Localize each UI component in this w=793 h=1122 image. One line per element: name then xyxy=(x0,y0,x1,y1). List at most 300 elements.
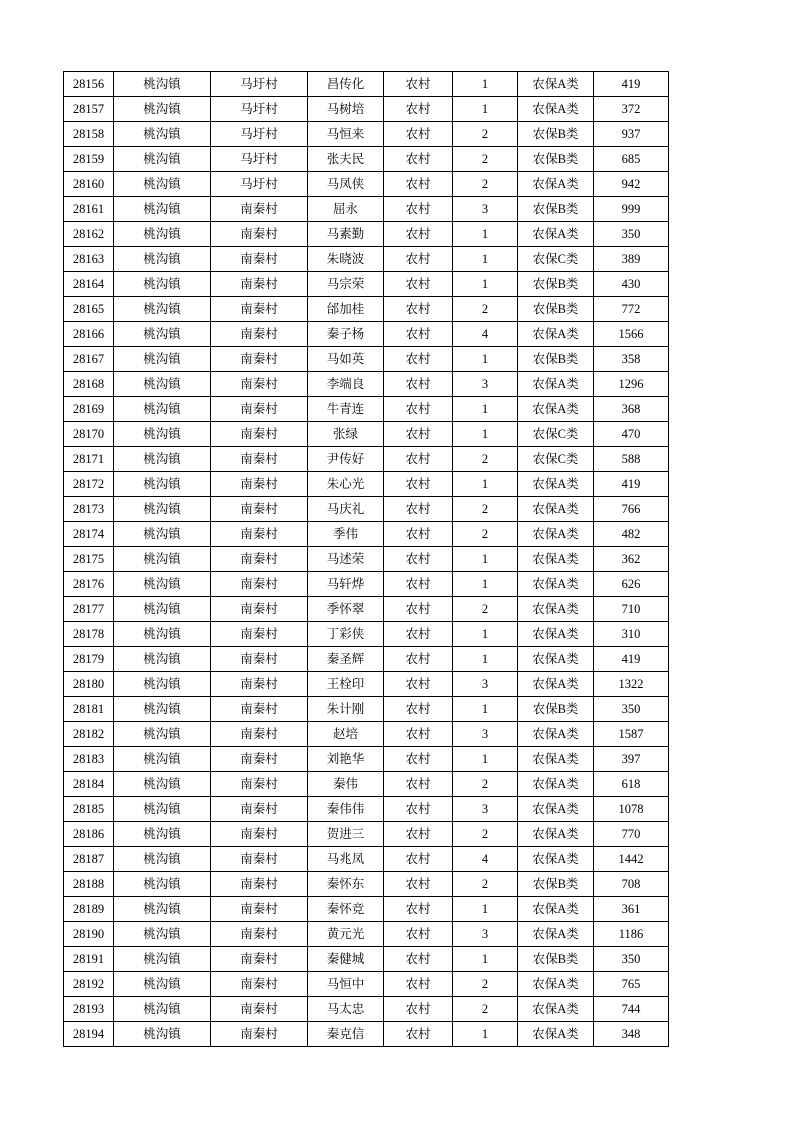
table-cell: 南秦村 xyxy=(211,622,308,647)
table-cell: 桃沟镇 xyxy=(114,197,211,222)
table-cell: 马兆凤 xyxy=(308,847,384,872)
table-cell: 农保A类 xyxy=(518,997,594,1022)
table-cell: 28171 xyxy=(64,447,114,472)
table-cell: 丁彩侠 xyxy=(308,622,384,647)
table-cell: 2 xyxy=(453,972,518,997)
table-cell: 770 xyxy=(594,822,669,847)
table-cell: 28192 xyxy=(64,972,114,997)
table-row xyxy=(64,722,669,747)
table-cell: 南秦村 xyxy=(211,972,308,997)
table-cell: 桃沟镇 xyxy=(114,497,211,522)
table-cell: 农村 xyxy=(384,197,453,222)
table-cell: 358 xyxy=(594,347,669,372)
table-cell: 桃沟镇 xyxy=(114,947,211,972)
table-cell: 937 xyxy=(594,122,669,147)
table-cell: 农村 xyxy=(384,722,453,747)
table-cell: 南秦村 xyxy=(211,522,308,547)
table-row xyxy=(64,797,669,822)
table-cell: 农保A类 xyxy=(518,622,594,647)
table-cell: 朱晓波 xyxy=(308,247,384,272)
table-cell: 秦伟 xyxy=(308,772,384,797)
table-row xyxy=(64,347,669,372)
table-cell: 2 xyxy=(453,122,518,147)
table-cell: 南秦村 xyxy=(211,997,308,1022)
table-row xyxy=(64,622,669,647)
table-cell: 618 xyxy=(594,772,669,797)
table-cell: 1186 xyxy=(594,922,669,947)
table-cell: 28185 xyxy=(64,797,114,822)
table-row xyxy=(64,172,669,197)
table-cell: 农保A类 xyxy=(518,747,594,772)
table-row xyxy=(64,872,669,897)
table-cell: 赵培 xyxy=(308,722,384,747)
table-cell: 农保A类 xyxy=(518,972,594,997)
table-row xyxy=(64,72,669,97)
table-cell: 350 xyxy=(594,222,669,247)
table-cell: 28172 xyxy=(64,472,114,497)
table-cell: 南秦村 xyxy=(211,797,308,822)
table-body xyxy=(64,72,669,1047)
table-row xyxy=(64,772,669,797)
table-cell: 马宗荣 xyxy=(308,272,384,297)
table-cell: 1 xyxy=(453,947,518,972)
table-cell: 刘艳华 xyxy=(308,747,384,772)
table-cell: 310 xyxy=(594,622,669,647)
table-row xyxy=(64,522,669,547)
table-cell: 3 xyxy=(453,922,518,947)
table-row xyxy=(64,822,669,847)
table-cell: 28179 xyxy=(64,647,114,672)
table-cell: 农村 xyxy=(384,672,453,697)
table-cell: 农村 xyxy=(384,97,453,122)
table-cell: 农保B类 xyxy=(518,147,594,172)
table-cell: 马圩村 xyxy=(211,97,308,122)
table-cell: 农保B类 xyxy=(518,297,594,322)
table-cell: 28173 xyxy=(64,497,114,522)
table-row xyxy=(64,97,669,122)
table-cell: 农保A类 xyxy=(518,897,594,922)
table-cell: 942 xyxy=(594,172,669,197)
table-cell: 3 xyxy=(453,372,518,397)
table-cell: 1 xyxy=(453,572,518,597)
table-cell: 桃沟镇 xyxy=(114,1022,211,1047)
table-cell: 农村 xyxy=(384,997,453,1022)
table-cell: 桃沟镇 xyxy=(114,997,211,1022)
table-cell: 农保A类 xyxy=(518,522,594,547)
table-cell: 南秦村 xyxy=(211,272,308,297)
table-cell: 1 xyxy=(453,97,518,122)
beneficiary-table xyxy=(63,71,669,1047)
table-cell: 南秦村 xyxy=(211,697,308,722)
table-cell: 农村 xyxy=(384,772,453,797)
table-cell: 1 xyxy=(453,272,518,297)
table-cell: 南秦村 xyxy=(211,872,308,897)
table-cell: 邰加桂 xyxy=(308,297,384,322)
table-cell: 桃沟镇 xyxy=(114,122,211,147)
table-row xyxy=(64,397,669,422)
table-cell: 桃沟镇 xyxy=(114,422,211,447)
table-cell: 秦伟伟 xyxy=(308,797,384,822)
table-cell: 28164 xyxy=(64,272,114,297)
table-cell: 桃沟镇 xyxy=(114,347,211,372)
table-cell: 397 xyxy=(594,747,669,772)
table-cell: 685 xyxy=(594,147,669,172)
table-cell: 3 xyxy=(453,197,518,222)
table-cell: 2 xyxy=(453,447,518,472)
table-cell: 2 xyxy=(453,297,518,322)
table-cell: 农保B类 xyxy=(518,872,594,897)
table-cell: 农保A类 xyxy=(518,72,594,97)
table-cell: 419 xyxy=(594,647,669,672)
table-cell: 农村 xyxy=(384,172,453,197)
table-cell: 农村 xyxy=(384,472,453,497)
table-cell: 农保A类 xyxy=(518,922,594,947)
table-cell: 744 xyxy=(594,997,669,1022)
table-cell: 农村 xyxy=(384,122,453,147)
table-cell: 农村 xyxy=(384,572,453,597)
table-cell: 桃沟镇 xyxy=(114,522,211,547)
table-cell: 农村 xyxy=(384,272,453,297)
table-row xyxy=(64,672,669,697)
table-row xyxy=(64,422,669,447)
table-cell: 1 xyxy=(453,547,518,572)
table-cell: 772 xyxy=(594,297,669,322)
table-cell: 桃沟镇 xyxy=(114,822,211,847)
table-cell: 626 xyxy=(594,572,669,597)
table-cell: 农村 xyxy=(384,522,453,547)
table-cell: 农保B类 xyxy=(518,197,594,222)
table-cell: 秦怀竞 xyxy=(308,897,384,922)
table-cell: 710 xyxy=(594,597,669,622)
table-cell: 李端良 xyxy=(308,372,384,397)
table-cell: 农保A类 xyxy=(518,497,594,522)
table-cell: 28193 xyxy=(64,997,114,1022)
table-cell: 桃沟镇 xyxy=(114,222,211,247)
table-row xyxy=(64,372,669,397)
table-cell: 南秦村 xyxy=(211,497,308,522)
table-cell: 桃沟镇 xyxy=(114,72,211,97)
table-cell: 农村 xyxy=(384,497,453,522)
table-cell: 季伟 xyxy=(308,522,384,547)
table-cell: 766 xyxy=(594,497,669,522)
table-cell: 秦健城 xyxy=(308,947,384,972)
table-cell: 350 xyxy=(594,697,669,722)
table-cell: 419 xyxy=(594,72,669,97)
table-cell: 1078 xyxy=(594,797,669,822)
table-cell: 1 xyxy=(453,422,518,447)
table-cell: 2 xyxy=(453,497,518,522)
table-cell: 588 xyxy=(594,447,669,472)
table-cell: 桃沟镇 xyxy=(114,272,211,297)
table-cell: 马树培 xyxy=(308,97,384,122)
table-cell: 桃沟镇 xyxy=(114,472,211,497)
table-cell: 1 xyxy=(453,897,518,922)
table-cell: 28176 xyxy=(64,572,114,597)
table-cell: 马庆礼 xyxy=(308,497,384,522)
table-cell: 南秦村 xyxy=(211,897,308,922)
table-cell: 28158 xyxy=(64,122,114,147)
table-cell: 桃沟镇 xyxy=(114,797,211,822)
table-cell: 农保A类 xyxy=(518,847,594,872)
table-cell: 桃沟镇 xyxy=(114,747,211,772)
table-cell: 农保C类 xyxy=(518,247,594,272)
table-cell: 1296 xyxy=(594,372,669,397)
table-cell: 28162 xyxy=(64,222,114,247)
table-cell: 马述荣 xyxy=(308,547,384,572)
table-row xyxy=(64,497,669,522)
table-cell: 470 xyxy=(594,422,669,447)
table-cell: 马凤侠 xyxy=(308,172,384,197)
table-cell: 农村 xyxy=(384,947,453,972)
table-cell: 南秦村 xyxy=(211,422,308,447)
table-cell: 秦圣辉 xyxy=(308,647,384,672)
table-cell: 马素勤 xyxy=(308,222,384,247)
table-cell: 农保B类 xyxy=(518,272,594,297)
table-cell: 农保A类 xyxy=(518,222,594,247)
table-row xyxy=(64,997,669,1022)
table-cell: 南秦村 xyxy=(211,247,308,272)
table-cell: 南秦村 xyxy=(211,672,308,697)
table-cell: 1442 xyxy=(594,847,669,872)
table-cell: 430 xyxy=(594,272,669,297)
table-cell: 南秦村 xyxy=(211,947,308,972)
table-cell: 28167 xyxy=(64,347,114,372)
table-cell: 秦克信 xyxy=(308,1022,384,1047)
table-cell: 348 xyxy=(594,1022,669,1047)
table-cell: 1 xyxy=(453,222,518,247)
table-cell: 桃沟镇 xyxy=(114,372,211,397)
table-cell: 28194 xyxy=(64,1022,114,1047)
table-cell: 农村 xyxy=(384,322,453,347)
table-cell: 28189 xyxy=(64,897,114,922)
table-cell: 2 xyxy=(453,772,518,797)
table-cell: 368 xyxy=(594,397,669,422)
table-cell: 南秦村 xyxy=(211,397,308,422)
table-row xyxy=(64,1022,669,1047)
table-cell: 1 xyxy=(453,247,518,272)
table-row xyxy=(64,597,669,622)
table-cell: 2 xyxy=(453,172,518,197)
table-cell: 桃沟镇 xyxy=(114,647,211,672)
table-cell: 农村 xyxy=(384,872,453,897)
table-row xyxy=(64,572,669,597)
table-cell: 桃沟镇 xyxy=(114,247,211,272)
table-cell: 桃沟镇 xyxy=(114,397,211,422)
table-cell: 桃沟镇 xyxy=(114,672,211,697)
table-cell: 南秦村 xyxy=(211,297,308,322)
table-cell: 农村 xyxy=(384,647,453,672)
table-cell: 南秦村 xyxy=(211,922,308,947)
table-cell: 昌传化 xyxy=(308,72,384,97)
table-cell: 秦子杨 xyxy=(308,322,384,347)
table-cell: 28168 xyxy=(64,372,114,397)
table-cell: 389 xyxy=(594,247,669,272)
table-cell: 农村 xyxy=(384,247,453,272)
table-row xyxy=(64,322,669,347)
table-row xyxy=(64,947,669,972)
table-row xyxy=(64,122,669,147)
table-cell: 3 xyxy=(453,722,518,747)
table-cell: 农村 xyxy=(384,297,453,322)
table-cell: 3 xyxy=(453,797,518,822)
table-cell: 3 xyxy=(453,672,518,697)
table-cell: 南秦村 xyxy=(211,597,308,622)
table-cell: 1 xyxy=(453,622,518,647)
table-cell: 28157 xyxy=(64,97,114,122)
table-cell: 362 xyxy=(594,547,669,572)
table-cell: 708 xyxy=(594,872,669,897)
table-cell: 桃沟镇 xyxy=(114,447,211,472)
table-cell: 农保C类 xyxy=(518,422,594,447)
table-cell: 28180 xyxy=(64,672,114,697)
table-cell: 1587 xyxy=(594,722,669,747)
table-cell: 南秦村 xyxy=(211,722,308,747)
table-row xyxy=(64,472,669,497)
table-cell: 农保A类 xyxy=(518,1022,594,1047)
table-cell: 28159 xyxy=(64,147,114,172)
table-cell: 南秦村 xyxy=(211,1022,308,1047)
table-cell: 28184 xyxy=(64,772,114,797)
table-cell: 南秦村 xyxy=(211,322,308,347)
table-cell: 2 xyxy=(453,822,518,847)
table-cell: 农村 xyxy=(384,372,453,397)
table-cell: 4 xyxy=(453,322,518,347)
table-cell: 南秦村 xyxy=(211,547,308,572)
table-cell: 农村 xyxy=(384,697,453,722)
table-cell: 农村 xyxy=(384,847,453,872)
table-cell: 桃沟镇 xyxy=(114,147,211,172)
table-cell: 1 xyxy=(453,647,518,672)
table-cell: 马圩村 xyxy=(211,122,308,147)
table-cell: 屈永 xyxy=(308,197,384,222)
table-cell: 农保A类 xyxy=(518,597,594,622)
table-row xyxy=(64,297,669,322)
table-cell: 农保A类 xyxy=(518,172,594,197)
table-row xyxy=(64,747,669,772)
table-cell: 农村 xyxy=(384,447,453,472)
table-cell: 农村 xyxy=(384,1022,453,1047)
table-cell: 农保B类 xyxy=(518,122,594,147)
table-cell: 1 xyxy=(453,397,518,422)
table-cell: 28174 xyxy=(64,522,114,547)
table-cell: 4 xyxy=(453,847,518,872)
table-cell: 桃沟镇 xyxy=(114,297,211,322)
table-cell: 农保A类 xyxy=(518,647,594,672)
table-cell: 农村 xyxy=(384,747,453,772)
table-cell: 28187 xyxy=(64,847,114,872)
table-cell: 桃沟镇 xyxy=(114,97,211,122)
table-cell: 牛青连 xyxy=(308,397,384,422)
table-cell: 张夫民 xyxy=(308,147,384,172)
table-cell: 桃沟镇 xyxy=(114,772,211,797)
table-cell: 28181 xyxy=(64,697,114,722)
table-cell: 农村 xyxy=(384,72,453,97)
table-row xyxy=(64,272,669,297)
table-cell: 桃沟镇 xyxy=(114,972,211,997)
table-cell: 农村 xyxy=(384,347,453,372)
table-cell: 765 xyxy=(594,972,669,997)
table-cell: 农村 xyxy=(384,397,453,422)
table-cell: 28169 xyxy=(64,397,114,422)
table-cell: 农村 xyxy=(384,972,453,997)
table-cell: 2 xyxy=(453,872,518,897)
table-row xyxy=(64,922,669,947)
table-cell: 桃沟镇 xyxy=(114,922,211,947)
table-row xyxy=(64,647,669,672)
table-cell: 南秦村 xyxy=(211,822,308,847)
table-cell: 28156 xyxy=(64,72,114,97)
table-cell: 张绿 xyxy=(308,422,384,447)
table-cell: 农保A类 xyxy=(518,672,594,697)
table-cell: 1566 xyxy=(594,322,669,347)
table-cell: 2 xyxy=(453,147,518,172)
table-cell: 马太忠 xyxy=(308,997,384,1022)
table-cell: 农村 xyxy=(384,822,453,847)
table-cell: 28160 xyxy=(64,172,114,197)
table-cell: 农保A类 xyxy=(518,822,594,847)
table-cell: 马恒中 xyxy=(308,972,384,997)
table-cell: 黄元光 xyxy=(308,922,384,947)
table-row xyxy=(64,697,669,722)
table-cell: 南秦村 xyxy=(211,372,308,397)
table-cell: 28163 xyxy=(64,247,114,272)
table-row xyxy=(64,972,669,997)
table-cell: 1322 xyxy=(594,672,669,697)
table-cell: 马如英 xyxy=(308,347,384,372)
table-cell: 28161 xyxy=(64,197,114,222)
table-cell: 农村 xyxy=(384,797,453,822)
table-cell: 482 xyxy=(594,522,669,547)
table-cell: 南秦村 xyxy=(211,197,308,222)
table-cell: 农村 xyxy=(384,422,453,447)
table-cell: 农村 xyxy=(384,222,453,247)
table-cell: 28191 xyxy=(64,947,114,972)
table-cell: 桃沟镇 xyxy=(114,872,211,897)
table-cell: 贺进三 xyxy=(308,822,384,847)
table-row xyxy=(64,447,669,472)
table-cell: 农保A类 xyxy=(518,572,594,597)
table-cell: 28177 xyxy=(64,597,114,622)
table-cell: 农保A类 xyxy=(518,322,594,347)
table-row xyxy=(64,147,669,172)
table-cell: 农村 xyxy=(384,147,453,172)
table-cell: 秦怀东 xyxy=(308,872,384,897)
table-row xyxy=(64,847,669,872)
table-cell: 桃沟镇 xyxy=(114,897,211,922)
table-cell: 28186 xyxy=(64,822,114,847)
table-cell: 农保C类 xyxy=(518,447,594,472)
table-cell: 农保A类 xyxy=(518,797,594,822)
table-cell: 农村 xyxy=(384,547,453,572)
table-cell: 28188 xyxy=(64,872,114,897)
table-cell: 28166 xyxy=(64,322,114,347)
table-cell: 农保A类 xyxy=(518,397,594,422)
table-cell: 尹传好 xyxy=(308,447,384,472)
table-cell: 419 xyxy=(594,472,669,497)
table-row xyxy=(64,897,669,922)
table-cell: 1 xyxy=(453,72,518,97)
table-cell: 28175 xyxy=(64,547,114,572)
table-cell: 2 xyxy=(453,522,518,547)
table-cell: 南秦村 xyxy=(211,772,308,797)
table-cell: 南秦村 xyxy=(211,447,308,472)
table-cell: 南秦村 xyxy=(211,572,308,597)
table-cell: 1 xyxy=(453,697,518,722)
table-cell: 马圩村 xyxy=(211,172,308,197)
table-row xyxy=(64,247,669,272)
table-cell: 农保A类 xyxy=(518,97,594,122)
table-cell: 28182 xyxy=(64,722,114,747)
